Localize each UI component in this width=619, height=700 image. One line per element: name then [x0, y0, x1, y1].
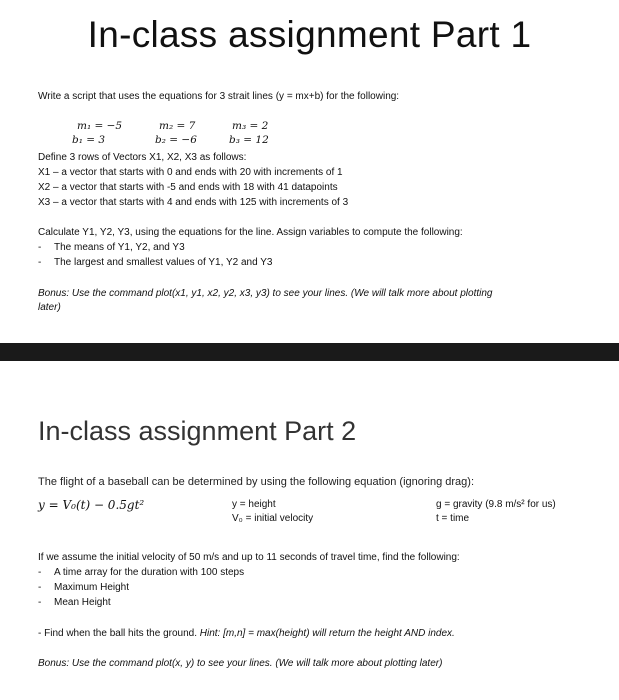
ground-instruction-text: - Find when the ball hits the ground.: [38, 628, 200, 639]
param-b1: b₁ = 3: [72, 134, 106, 146]
ground-instruction: [38, 628, 455, 639]
vectors-heading: Define 3 rows of Vectors X1, X2, X3 as follows:: [38, 152, 247, 163]
legend-initial-velocity: V₀ = initial velocity: [232, 513, 314, 524]
part-2-question: If we assume the initial velocity of 50 m/s and up to 11 seconds of travel time, find the following:: [38, 552, 460, 563]
param-m3: m₃ = 2: [232, 120, 269, 132]
vector-x2: X2 – a vector that starts with -5 and ends with 18 with 41 datapoints: [38, 182, 338, 193]
calculate-instruction: Calculate Y1, Y2, Y3, using the equations for the line. Assign variables to compute the following:: [38, 227, 463, 238]
bullet-text: The largest and smallest values of Y1, Y2 and Y3: [54, 257, 273, 268]
part-1-intro: Write a script that uses the equations for 3 strait lines (y = mx+b) for the following:: [38, 91, 400, 102]
part-2-intro: The flight of a baseball can be determined by using the following equation (ignoring drag):: [38, 476, 474, 488]
bullet-text: Maximum Height: [54, 582, 130, 593]
vector-x3: X3 – a vector that starts with 4 and ends with 125 with increments of 3: [38, 197, 349, 208]
slide-part-1: In-class assignment Part 1 Write a script that uses the equations for 3 strait lines (y = mx+b) for the following: m₁ = −5 b₁ = 3 m₂ = 7 b₂ = −6 m₃ = 2 b₃ = 12 Define 3 rows of Vectors X1, X2, X3 as follows: X1 – a vector that starts with 0 and ends with 20 with increments of 1 X2 – a vector that starts with -5 and ends with 18 with 41 datapoints X3 – a vector that starts with 4 and ends with 125 with increments of 3 Calculate Y1, Y2, Y3, using the equations for the line. Assign variables to compute the following: - The means of Y1, Y2, and Y3 - The largest and smallest values of Y1, Y2 and Y3 Bonus: Use the command plot(x1, y1, x2, y2, x3, y3) to see your lines. (We will talk more about plotting later): [0, 0, 619, 343]
bonus-line-1: Bonus: Use the command plot(x1, y1, x2, y2, x3, y3) to see your lines. (We will talk more about plotting: [38, 288, 493, 299]
bullet-text: Mean Height: [54, 597, 111, 608]
legend-gravity: g = gravity (9.8 m/s² for us): [436, 499, 556, 510]
bullet-text: The means of Y1, Y2, and Y3: [54, 242, 185, 253]
flight-equation: y = V₀(t) − 0.5gt²: [38, 498, 145, 512]
legend-time: t = time: [436, 513, 470, 524]
param-m2: m₂ = 7: [159, 120, 196, 132]
bullet-text: A time array for the duration with 100 steps: [54, 567, 245, 578]
ground-hint: Hint: [m,n] = max(height) will return the height AND index.: [199, 628, 455, 639]
param-m1: m₁ = −5: [77, 120, 123, 132]
legend-height: y = height: [232, 499, 276, 510]
slide-2-title: In-class assignment Part 2: [38, 416, 357, 446]
slide-divider: [0, 343, 619, 361]
slide-part-2: In-class assignment Part 2 The flight of a baseball can be determined by using the following equation (ignoring drag): y = V₀(t) − 0.5gt² y = height V₀ = initial velocity g = gravity (9.8 m/s² for us) t = time If we assume the initial velocity of 50 m/s and up to 11 seconds of travel time, find the following: - A time array for the duration with 100 steps - Maximum Height - Mean Height - Find when the ball hits the ground. Hint: [m,n] = max(height) will return the height AND index. Bonus: Use the command plot(x, y) to see your lines. (We will talk more about plotting later): [0, 361, 619, 700]
bonus-line-2: later): [38, 302, 61, 313]
part-2-bonus: Bonus: Use the command plot(x, y) to see your lines. (We will talk more about plotting later): [38, 658, 443, 669]
vector-x1: X1 – a vector that starts with 0 and ends with 20 with increments of 1: [38, 167, 343, 178]
param-b2: b₂ = −6: [155, 134, 197, 146]
param-b3: b₃ = 12: [229, 134, 269, 146]
slide-1-title: In-class assignment Part 1: [87, 14, 532, 55]
